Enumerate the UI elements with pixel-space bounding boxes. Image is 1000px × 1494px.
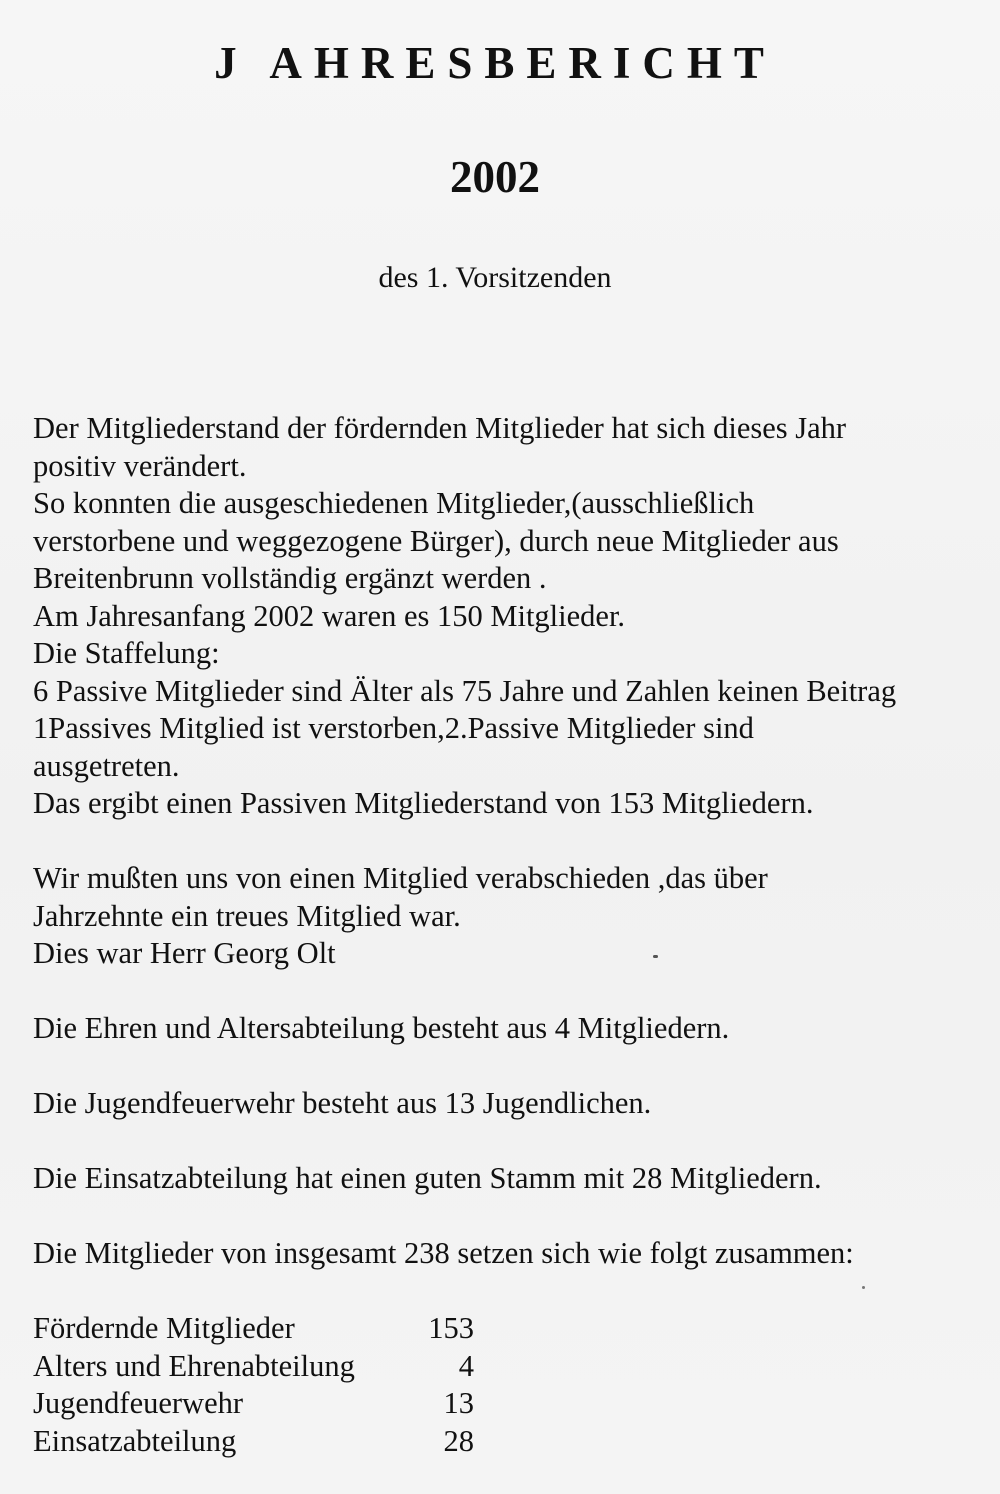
document-title: J AHRESBERICHT bbox=[214, 38, 776, 88]
table-row bbox=[33, 1348, 474, 1386]
text-line: Am Jahresanfang 2002 waren es 150 Mitglieder. bbox=[33, 598, 626, 633]
statement-total-members: Die Mitglieder von insgesamt 238 setzen sich wie folgt zusammen: bbox=[33, 1236, 854, 1270]
row-label: Einsatzabteilung bbox=[33, 1423, 237, 1458]
text-line: Der Mitgliederstand der fördernden Mitglieder hat sich dieses Jahr bbox=[33, 411, 847, 445]
member-summary-table bbox=[33, 1310, 493, 1460]
paragraph-gap bbox=[33, 1123, 978, 1161]
scan-speck bbox=[653, 955, 658, 958]
table-row bbox=[33, 1385, 474, 1423]
paragraph-obituary bbox=[33, 860, 978, 973]
paragraph-gap bbox=[33, 823, 978, 861]
table-row bbox=[33, 1310, 474, 1348]
row-value: 153 bbox=[428, 1311, 474, 1345]
statement-operations-department: Die Einsatzabteilung hat einen guten Stamm mit 28 Mitgliedern. bbox=[33, 1161, 822, 1195]
text-line: Wir mußten uns von einen Mitglied verabschieden ,das über bbox=[33, 861, 768, 895]
text-line: Breitenbrunn vollständig ergänzt werden . bbox=[33, 561, 547, 595]
paragraph-gap bbox=[33, 1048, 978, 1086]
text-line: 1Passives Mitglied ist verstorben,2.Passive Mitglieder sind bbox=[33, 711, 754, 745]
paragraph-gap bbox=[33, 1198, 978, 1236]
text-line: positiv verändert. bbox=[33, 448, 247, 483]
text-line: 6 Passive Mitglieder sind Älter als 75 Jahre und Zahlen keinen Beitrag bbox=[33, 673, 897, 708]
text-line: Das ergibt einen Passiven Mitgliederstand von 153 Mitgliedern. bbox=[33, 786, 814, 820]
text-line: verstorbene und weggezogene Bürger), durch neue Mitglieder aus bbox=[33, 523, 839, 558]
row-label: Alters und Ehrenabteilung bbox=[33, 1348, 355, 1383]
row-value: 13 bbox=[443, 1386, 474, 1420]
paragraph-gap bbox=[33, 973, 978, 1011]
statement-youth-fire-brigade: Die Jugendfeuerwehr besteht aus 13 Jugendlichen. bbox=[33, 1086, 652, 1120]
text-line: Die Staffelung: bbox=[33, 636, 220, 670]
table-row bbox=[33, 1423, 474, 1461]
row-label: Fördernde Mitglieder bbox=[33, 1311, 295, 1345]
text-line: ausgetreten. bbox=[33, 748, 180, 783]
report-body bbox=[33, 410, 978, 1273]
document-year: 2002 bbox=[450, 152, 540, 202]
statement-honor-department: Die Ehren und Altersabteilung besteht aus 4 Mitgliedern. bbox=[33, 1011, 730, 1045]
text-line: Dies war Herr Georg Olt bbox=[33, 936, 336, 970]
row-label: Jugendfeuerwehr bbox=[33, 1386, 244, 1420]
text-line: Jahrzehnte ein treues Mitglied war. bbox=[33, 898, 461, 933]
paragraph-membership bbox=[33, 410, 978, 823]
document-subtitle: des 1. Vorsitzenden bbox=[378, 261, 612, 294]
row-value: 4 bbox=[458, 1348, 474, 1383]
scan-speck bbox=[862, 1286, 865, 1289]
row-value: 28 bbox=[443, 1423, 474, 1458]
text-line: So konnten die ausgeschiedenen Mitglieder,(ausschließlich bbox=[33, 486, 755, 520]
